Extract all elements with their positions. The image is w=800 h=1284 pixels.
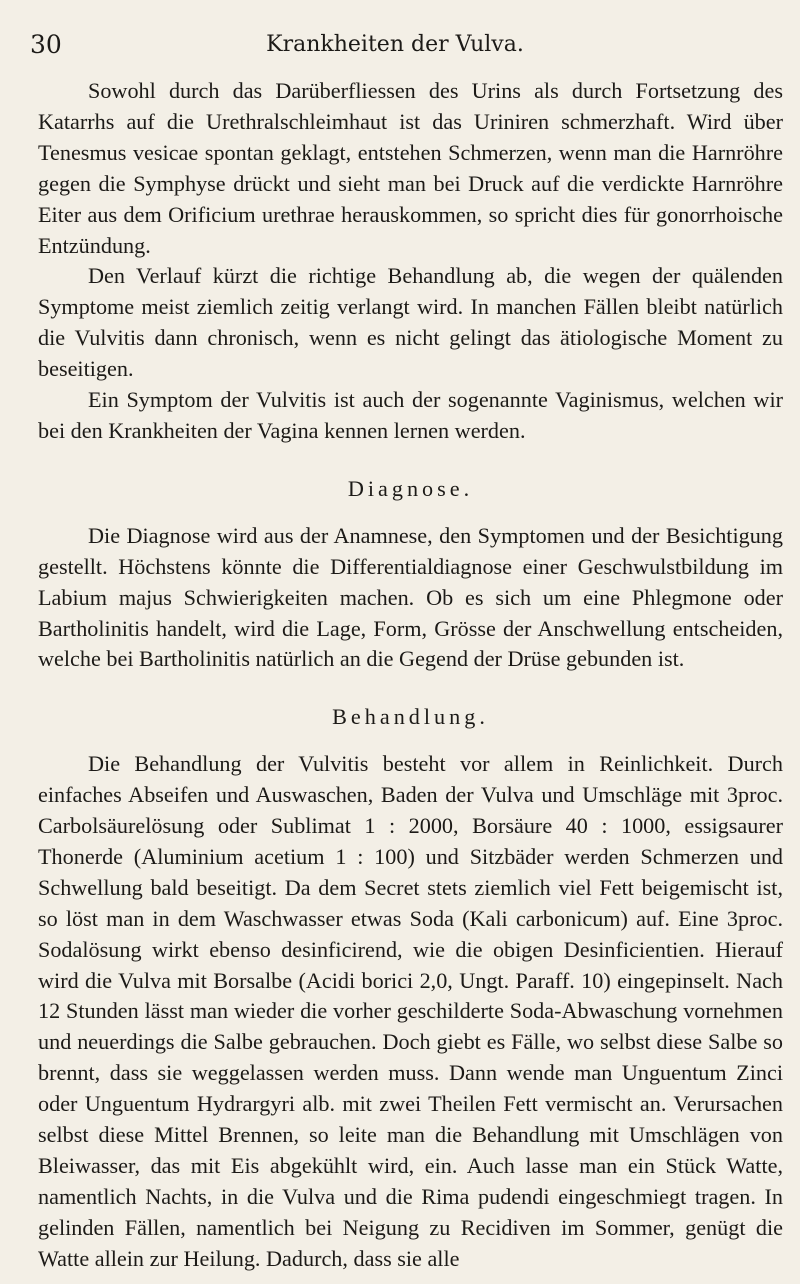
paragraph: Die Behandlung der Vulvitis besteht vor allem in Reinlichkeit. Durch einfaches Abseifen und Auswaschen, Baden der Vulva und Umschläge mit 3proc. Carbolsäurelösung oder Sublimat 1 : 2000, Borsäure 40 : 1000, essigsaurer Thonerde (Aluminium acetium 1 : 100) und Sitzbäder werden Schmerzen und Schwellung bald beseitigt. Da dem Secret stets ziemlich viel Fett beigemischt ist, so löst man in dem Waschwasser etwas Soda (Kali carbonicum) auf. Eine 3proc. Sodalösung wirkt ebenso desinficirend, wie die obigen Desinficientien. Hierauf wird die Vulva mit Borsalbe (Acidi borici 2,0, Ungt. Paraff. 10) eingepinselt. Nach 12 Stunden lässt man wieder die vorher geschilderte Soda-Abwaschung vornehmen und neuerdings die Salbe gebrauchen. Doch giebt es Fälle, wo selbst diese Salbe so brennt, dass sie weggelassen werden muss. Dann wende man Unguentum Zinci oder Unguentum Hydrargyri alb. mit zwei Theilen Fett vermischt an. Verursachen selbst diese Mittel Brennen, so leite man die Behandlung mit Umschlägen von Bleiwasser, das mit Eis abgekühlt wird, ein. Auch lasse man ein Stück Watte, namentlich Nachts, in die Vulva und die Rima pudendi eingeschmiegt tragen. In gelinden Fällen, namentlich bei Neigung zu Recidiven im Sommer, genügt die Watte allein zur Heilung. Dadurch, dass sie alle	[38, 751, 783, 1271]
page-number: 30	[30, 30, 62, 59]
section-heading-behandlung: Behandlung.	[332, 704, 489, 730]
paragraph: Sowohl durch das Darüberfliessen des Urins als durch Fortsetzung des Katarrhs auf die Urethralschleimhaut ist das Uriniren schmerzhaft. Wird über Tenesmus vesicae spontan geklagt, entstehen Schmerzen, wenn man die Harnröhre gegen die Symphyse drückt und sieht man bei Druck auf die verdickte Harnröhre Eiter aus dem Orificium urethrae herauskommen, so spricht dies für gonorrhoische Entzündung.	[38, 78, 783, 258]
chapter-title: Krankheiten der Vulva.	[266, 32, 524, 57]
paragraph: Ein Symptom der Vulvitis ist auch der sogenannte Vaginismus, welchen wir bei den Krankheiten der Vagina kennen lernen werden.	[38, 387, 783, 443]
paragraph: Die Diagnose wird aus der Anamnese, den Symptomen und der Besichtigung gestellt. Höchstens könnte die Differentialdiagnose einer Geschwulstbildung im Labium majus Schwierigkeiten machen. Ob es sich um eine Phlegmone oder Bartholinitis handelt, wird die Lage, Form, Grösse der Anschwellung entscheiden, welche bei Bartholinitis natürlich an die Gegend der Drüse gebunden ist.	[38, 522, 783, 672]
section-heading-diagnose: Diagnose.	[347, 475, 474, 501]
body-text	[38, 76, 783, 1275]
running-head	[30, 30, 760, 66]
paragraph: Den Verlauf kürzt die richtige Behandlung ab, die wegen der quälenden Symptome meist ziemlich zeitig verlangt wird. In manchen Fällen bleibt natürlich die Vulvitis dann chronisch, wenn es nicht gelingt das ätiologische Moment zu beseitigen.	[38, 263, 783, 382]
